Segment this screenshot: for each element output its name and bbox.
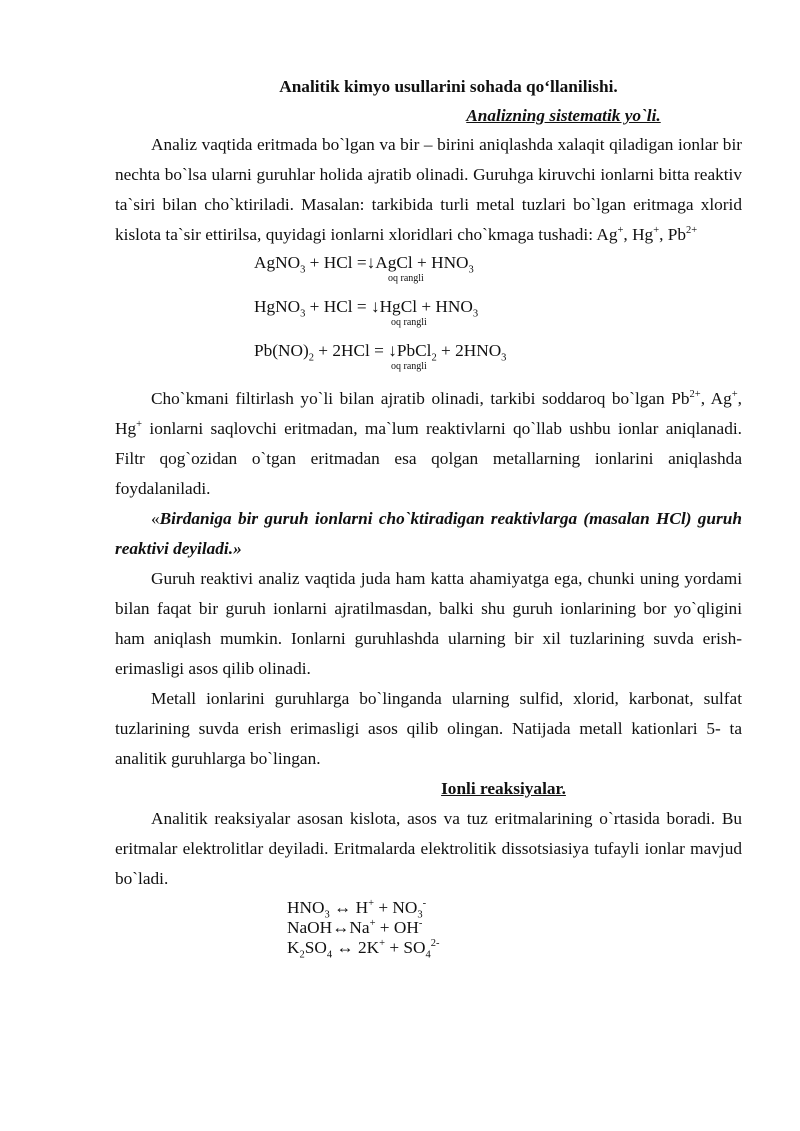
section-subtitle: Analizning sistematik yo`li. <box>466 106 661 125</box>
definition-text: Birdaniga bir guruh ionlarni cho`ktiradigan reaktivlarga (masalan HCl) guruh reaktivi deyiladi. <box>115 509 742 558</box>
paragraph-intro: Analiz vaqtida eritmada bo`lgan va bir – birini aniqlashda xalaqit qiladigan ionlar bir nechta bo`lsa ularni guruhlar holida ajratib olinadi. Guruhga kiruvchi ionlarni bitta reaktiv ta`siri bilan cho`ktiriladi. Masalan: tarkibida turli metal tuzlari bo`lgan eritmaga xlorid kislota ta`sir ettirilsa, quyidagi ionlarni xloridlari cho`kmaga tushadi: Ag+, Hg+, $Pb^{2+}$ <box>115 135 742 244</box>
precipitate-arrow: ↓ <box>370 297 380 316</box>
precipitate-color-note: oq rangli <box>388 273 424 284</box>
ion-pb: $Pb^{2+}$ <box>667 225 698 244</box>
page-title: Analitik kimyo usullarini sohada qo‘llanilishi. <box>279 77 618 96</box>
paragraph-metal-ions: Metall ionlarini guruhlarga bo`linganda ularning sulfid, xlorid, karbonat, sulfat tuzlarining suvda erish erimasligi asos qilib olingan. Natijada metall kationlari 5- ta analitik guruhlarga bo`lingan. <box>115 689 742 768</box>
ion-hg: Hg+ <box>632 225 660 244</box>
paragraph-group-reagent: Guruh reaktivi analiz vaqtida juda ham katta ahamiyatga ega, chunki uning yordami bilan faqat bir guruh ionlarni ajratilmasdan, balki shu guruh ionlarining bor yo`qligini ham aniqlash mumkin. Ionlarni guruhlashda ularning bir xil tuzlarining suvda erish-erimasligi asos qilib olinadi. <box>115 569 742 678</box>
paragraph-electrolytes: Analitik reaksiyalar asosan kislota, asos va tuz eritmalarining o`rtasida boradi. Bu eritmalar elektrolitlar deyiladi. Eritmalarda elektrolitik dissotsiasiya tufayli ionlar mavjud bo`ladi. <box>115 809 742 888</box>
dissociation-hno3: $HNO_3$ ↔ $H^+ + NO_3^-$ <box>287 898 427 921</box>
section-heading-ionic-reactions: Ionli reaksiyalar. <box>441 779 566 798</box>
dissociation-k2so4: $K_2SO_4$ ↔ $2K^+ + SO_4^{2-}$ <box>287 938 440 961</box>
document-page <box>115 72 742 961</box>
dissociation-naoh: NaOH↔Na+ + OH- <box>287 918 423 937</box>
paragraph-intro-text: Analiz vaqtida eritmada bo`lgan va bir – birini aniqlashda xalaqit qiladigan ionlar bir nechta bo`lsa ularni guruhlar holida ajratib olinadi. Guruhga kiruvchi ionlarni bitta reaktiv ta`siri bilan cho`ktiriladi. Masalan: tarkibida turli metal tuzlari bo`lgan eritmaga xlorid kislota ta`sir ettirilsa, quyidagi ionlarni xloridlari cho`kmaga tushadi: <box>115 135 742 244</box>
ion-ag: Ag+ <box>596 225 624 244</box>
reaction-agno3: AgNO$_3$ + HCl =↓AgCl + $HNO_3$ oq rangli <box>254 253 474 284</box>
dissociation-equations <box>287 898 742 961</box>
reaction-pbno2: $Pb(NO)_2 + 2HCl$ = ↓PbCl$_2$ + $2HNO_3$ oq rangli <box>254 341 507 372</box>
paragraph-filtration: Cho`kmani filtirlash yo`li bilan ajratib olinadi, tarkibi soddaroq bo`lgan $Pb^{2+}$, Ag+, Hg+ ionlarni saqlovchi eritmadan, ma`lum reaktivlarni qo`llab ushbu ionlar aniqlanadi. Filtr qog`ozidan o`tgan eritmadan esa qolgan metallarning ionlarini aniqlashda foydalaniladi. <box>115 389 742 498</box>
precipitate-color-note: oq rangli <box>391 317 427 328</box>
paragraph-definition: «Birdaniga bir guruh ionlarni cho`ktiradigan reaktivlarga (masalan HCl) guruh reaktivi deyiladi.» <box>115 509 742 558</box>
precipitate-arrow: ↓ <box>388 341 397 360</box>
reaction-hgno3: HgNO$_3$ + HCl = ↓HgCl + $HNO_3$ oq rangli <box>254 297 479 328</box>
precipitate-arrow: ↓ <box>366 253 376 272</box>
reaction-equations <box>254 252 742 384</box>
precipitate-color-note: oq rangli <box>391 361 427 372</box>
